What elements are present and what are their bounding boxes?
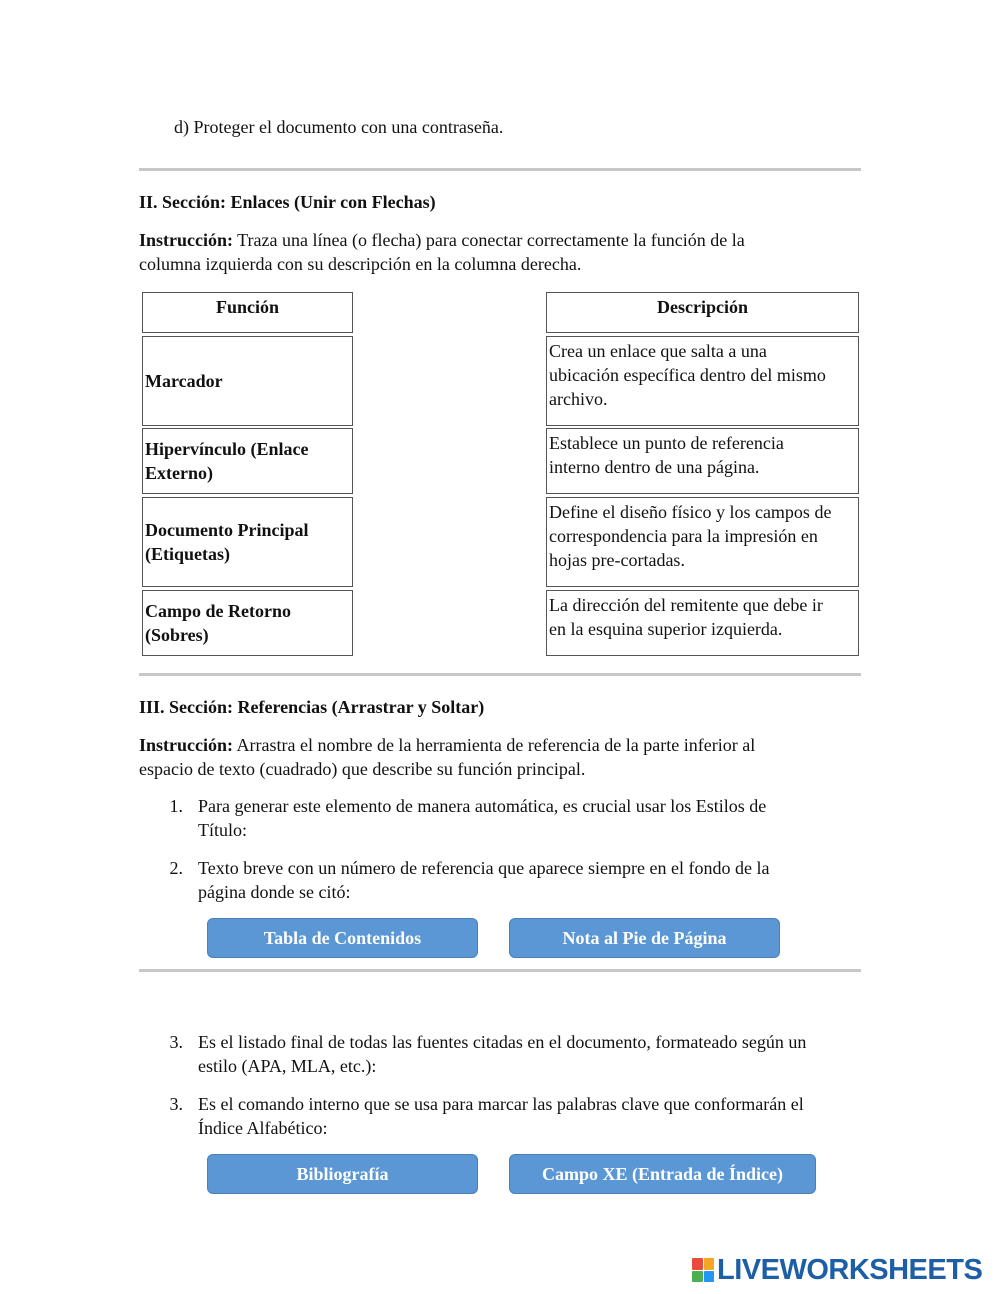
list-item-number: 2. [169,858,183,878]
instruction-text-line2: columna izquierda con su descripción en la columna derecha. [139,254,582,274]
match-right-text: en la esquina superior izquierda. [549,619,783,639]
match-right-text: Define el diseño físico y los campos de [549,502,832,522]
section-2-instruction [139,228,861,276]
liveworksheets-logo [692,1253,983,1286]
match-left-label: Hipervínculo (Enlace [145,439,309,459]
match-left-return-field[interactable] [142,590,353,656]
liveworksheets-logo-text: LIVEWORKSHEETS [717,1253,983,1286]
match-right-description-2[interactable] [546,428,859,494]
match-left-label: (Sobres) [145,625,209,645]
function-column-header: Función [142,292,353,333]
match-left-label: Externo) [145,463,213,483]
instruction-text: Arrastra el nombre de la herramienta de referencia de la parte inferior al [233,735,756,755]
match-right-text: hojas pre-cortadas. [549,550,685,570]
match-right-text: correspondencia para la impresión en [549,526,818,546]
instruction-label: Instrucción: [139,230,233,250]
match-left-label: (Etiquetas) [145,544,230,564]
list-item [198,856,868,904]
liveworksheets-logo-icon [692,1258,714,1282]
match-right-text: La dirección del remitente que debe ir [549,595,823,615]
list-item-text: página donde se citó: [198,882,351,902]
match-right-description-3[interactable] [546,497,859,587]
divider [139,969,861,972]
list-item-text: estilo (APA, MLA, etc.): [198,1056,377,1076]
match-right-text: Crea un enlace que salta a una [549,341,767,361]
list-item-text: Es el comando interno que se usa para marcar las palabras clave que conformarán el [198,1094,804,1114]
match-left-main-document[interactable] [142,497,353,587]
list-item-text: Título: [198,820,247,840]
instruction-label: Instrucción: [139,735,233,755]
drag-chip-bibliography[interactable]: Bibliografía [207,1154,478,1194]
drag-chip-xe-field[interactable]: Campo XE (Entrada de Índice) [509,1154,816,1194]
match-right-text: interno dentro de una página. [549,457,760,477]
list-item-number: 3. [169,1032,183,1052]
match-right-text: Establece un punto de referencia [549,433,784,453]
list-item [198,794,868,842]
list-item [198,1030,878,1078]
instruction-text: Traza una línea (o flecha) para conectar correctamente la función de la [233,230,745,250]
list-item-text: Texto breve con un número de referencia que aparece siempre en el fondo de la [198,858,770,878]
drag-chip-footnote[interactable]: Nota al Pie de Página [509,918,780,958]
list-item-text: Para generar este elemento de manera automática, es crucial usar los Estilos de [198,796,767,816]
match-right-description-4[interactable] [546,590,859,656]
match-left-label: Campo de Retorno [145,601,291,621]
match-right-description-1[interactable] [546,336,859,426]
description-column-header: Descripción [546,292,859,333]
match-left-label: Marcador [145,371,223,391]
list-item-number: 1. [169,796,183,816]
match-left-label: Documento Principal [145,520,309,540]
divider [139,168,861,171]
match-left-bookmark[interactable] [142,336,353,426]
instruction-text-line2: espacio de texto (cuadrado) que describe su función principal. [139,759,586,779]
previous-item-option-d: d) Proteger el documento con una contraseña. [174,117,504,137]
list-item-text: Es el listado final de todas las fuentes citadas en el documento, formateado según un [198,1032,807,1052]
match-right-text: archivo. [549,389,608,409]
list-item-text: Índice Alfabético: [198,1118,328,1138]
match-right-text: ubicación específica dentro del mismo [549,365,826,385]
divider [139,673,861,676]
section-3-instruction [139,733,861,781]
list-item-number: 3. [169,1094,183,1114]
section-2-title: II. Sección: Enlaces (Unir con Flechas) [139,192,436,212]
drag-chip-table-of-contents[interactable]: Tabla de Contenidos [207,918,478,958]
section-3-title: III. Sección: Referencias (Arrastrar y Soltar) [139,697,485,717]
match-left-hyperlink[interactable] [142,428,353,494]
list-item [198,1092,878,1140]
